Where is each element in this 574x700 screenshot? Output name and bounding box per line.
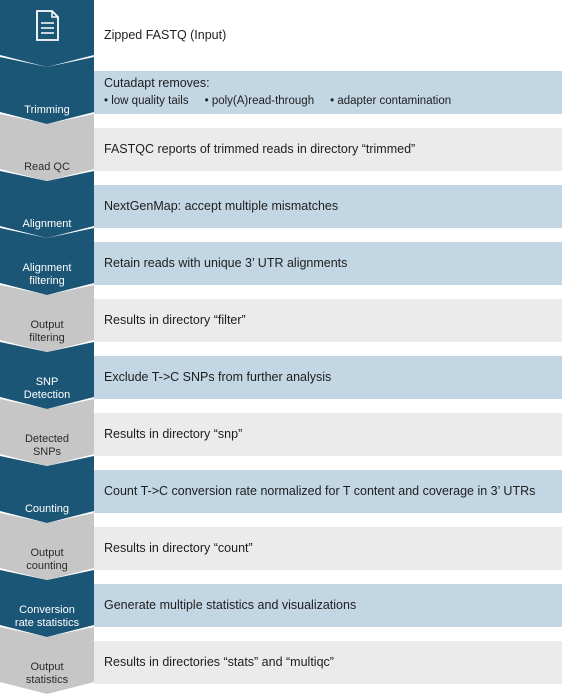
stage-description-band	[94, 527, 562, 570]
stage-description-text: Zipped FASTQ (Input)	[104, 28, 227, 42]
pipeline-stage	[0, 513, 574, 580]
pipeline-stage	[0, 342, 574, 409]
pipeline-stage	[0, 114, 574, 181]
stage-label: Alignment	[22, 217, 72, 230]
pipeline-stage	[0, 627, 574, 694]
stage-description	[104, 641, 554, 684]
stage-chevron	[0, 0, 94, 67]
stage-label: Output statistics	[25, 661, 69, 686]
stage-description	[104, 14, 554, 57]
stage-description	[104, 527, 554, 570]
stage-label: SNP Detection	[23, 376, 71, 401]
pipeline-stage	[0, 171, 574, 238]
stage-description	[104, 299, 554, 342]
stage-description	[104, 413, 554, 456]
pipeline-stage	[0, 228, 574, 295]
stage-description-band	[94, 71, 562, 114]
stage-description-band	[94, 356, 562, 399]
stage-description	[104, 242, 554, 285]
stage-label: Conversion rate statistics	[14, 604, 80, 629]
stage-description-text: Cutadapt removes:	[104, 76, 210, 90]
stage-label: Counting	[24, 502, 70, 515]
stage-description-text: Results in directory “snp”	[104, 427, 243, 441]
pipeline-stage	[0, 399, 574, 466]
stage-description-text: Retain reads with unique 3’ UTR alignments	[104, 256, 348, 270]
stage-description-band	[94, 413, 562, 456]
pipeline-stage	[0, 285, 574, 352]
stage-description	[104, 185, 554, 228]
stage-label: Detected SNPs	[24, 433, 70, 458]
bullet-item: • poly(A)read-through	[205, 93, 315, 110]
stage-description	[104, 356, 554, 399]
stage-description	[104, 128, 554, 171]
bullet-list	[104, 93, 554, 110]
stage-description-text: Results in directories “stats” and “multiqc”	[104, 655, 334, 669]
stage-label: Read QC	[24, 160, 70, 173]
stage-description	[104, 470, 554, 513]
stage-description-text: Results in directory “count”	[104, 541, 253, 555]
stage-description-band	[94, 14, 562, 57]
pipeline-stage	[0, 57, 574, 124]
stage-description-text: Generate multiple statistics and visualizations	[104, 598, 357, 612]
stage-label: Output filtering	[29, 319, 65, 344]
stage-description-text: FASTQC reports of trimmed reads in directory “trimmed”	[104, 142, 416, 156]
stage-description-band	[94, 185, 562, 228]
stage-description-band	[94, 128, 562, 171]
stage-label: Trimming	[24, 103, 70, 116]
bullet-item: • adapter contamination	[330, 93, 451, 110]
stage-description-text: Results in directory “filter”	[104, 313, 246, 327]
stage-label: Output counting	[26, 547, 68, 572]
pipeline-stage	[0, 0, 574, 67]
stage-description-text: Exclude T->C SNPs from further analysis	[104, 370, 332, 384]
stage-description	[104, 71, 554, 114]
stage-label: Alignment filtering	[22, 262, 72, 287]
bullet-item: • low quality tails	[104, 93, 189, 110]
stage-description-band	[94, 584, 562, 627]
stage-description-band	[94, 299, 562, 342]
pipeline-stage	[0, 570, 574, 637]
stage-description-text: NextGenMap: accept multiple mismatches	[104, 199, 339, 213]
pipeline-stage	[0, 456, 574, 523]
stage-description-band	[94, 470, 562, 513]
stage-description-text: Count T->C conversion rate normalized for T content and coverage in 3’ UTRs	[104, 484, 536, 498]
stage-description	[104, 584, 554, 627]
stage-description-band	[94, 641, 562, 684]
stage-description-band	[94, 242, 562, 285]
